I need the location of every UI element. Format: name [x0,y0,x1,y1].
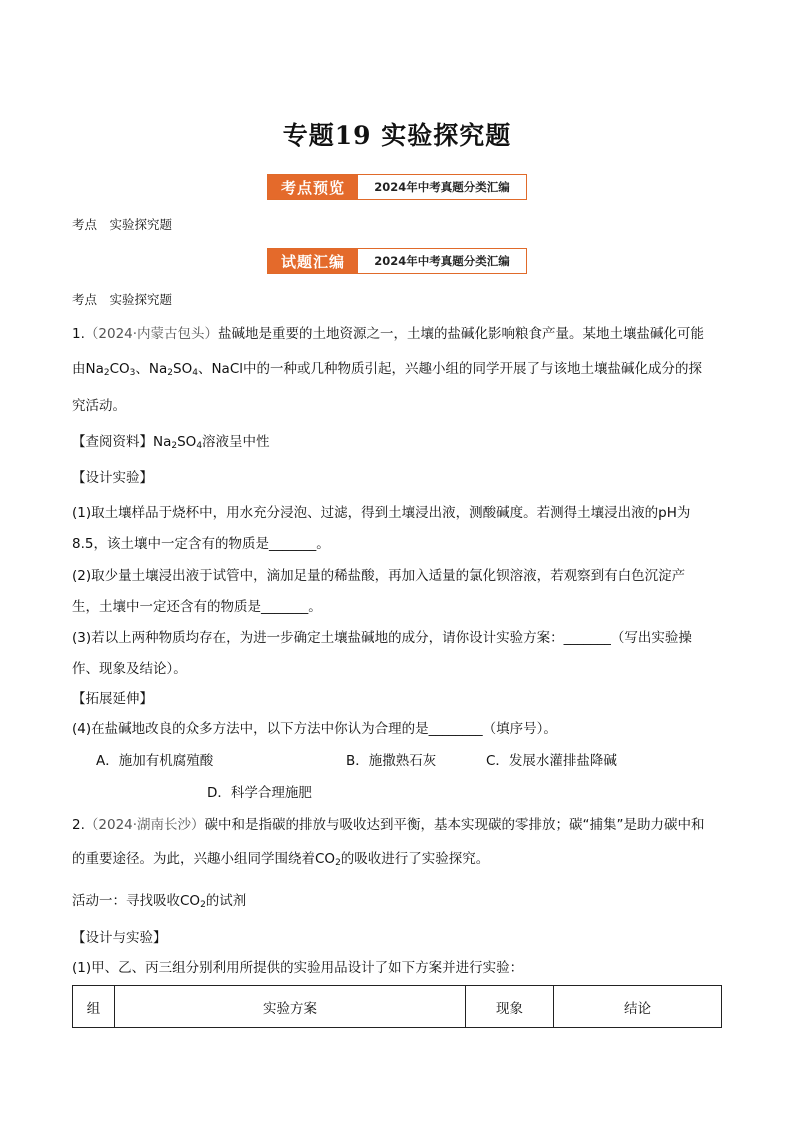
formula-na2so4-info: $Na_2SO_4$ [153,434,203,451]
q1-text-1: 盐碱地是重要的土地资源之一，土壤的盐碱化影响粮食产量。某地土壤盐碱化可能 [218,326,705,342]
formula-nacl: NaCl [211,361,244,377]
preview-banner-tag: 考点预览 [268,175,358,199]
q1-option-c: C．发展水灌排盐降碱 [486,753,617,769]
section-heading-compilation: 考点 实验探究题 [72,292,173,307]
q2-text-1: 碳中和是指碳的排放与吸收达到平衡，基本实现碳的零排放；碳“捕集”是助力碳中和 [204,817,705,833]
preview-banner-subtitle: 2024年中考真题分类汇编 [374,180,510,194]
q2-number: 2. [72,817,85,833]
formula-co2-activity: $CO_2$ [180,893,206,910]
q1-part2-line2: 生，土壤中一定还含有的物质是_______。 [72,599,322,615]
q1-part3-line1: (3)若以上两种物质均存在，为进一步确定土壤盐碱地的成分，请你设计实验方案：_______（写出实验操 [72,630,692,646]
compilation-banner-tag: 试题汇编 [268,249,358,273]
q1-part1-line1: (1)取土壤样品于烧杯中，用水充分浸泡、过滤，得到土壤浸出液，测酸碱度。若测得土壤浸出液的pH为 [72,505,691,521]
q1-info-tail: 溶液呈中性 [202,434,270,450]
formula-co2: $CO_2$ [315,851,341,868]
q1-text-2-pre: 由 [72,361,86,377]
q1-part3-line2: 作、现象及结论）。 [72,661,187,677]
formula-na2so4: $Na_2SO_4$ [148,361,198,378]
q2-source: （2024·湖南长沙） [84,817,205,833]
q1-info-head: 【查阅资料】 [72,434,153,450]
q2-text-2-pre: 的重要途径。为此，兴趣小组同学围绕着 [72,851,315,867]
q2-part1: (1)甲、乙、丙三组分别利用所提供的实验用品设计了如下方案并进行实验： [72,960,524,976]
table-header-phenomenon: 现象 [466,986,554,1028]
q1-line-2: 由$Na_2CO_3$、$Na_2SO_4$、NaCl中的一种或几种物质引起，兴趣小组的同学开展了与该地土壤盐碱化成分的探 [72,361,703,378]
q1-number: 1. [72,326,85,342]
q1-option-b: B．施撒熟石灰 [346,753,437,769]
experiment-plan-table [72,985,722,1028]
q1-design-heading: 【设计实验】 [72,470,153,486]
q2-line-2 [72,849,489,873]
formula-na2co3: $Na_2CO_3$ [85,361,136,378]
q1-part2-line1: (2)取少量土壤浸出液于试管中，滴加足量的稀盐酸，再加入适量的氯化钡溶液，若观察到有白色沉淀产 [72,568,686,584]
table-header-group: 组 [73,986,115,1028]
table-header-row [73,986,722,1028]
q1-option-a: A．施加有机腐殖酸 [96,753,214,769]
q1-info [72,432,270,456]
table-header-conclusion: 结论 [554,986,722,1028]
q1-text-2-post: 中的一种或几种物质引起，兴趣小组的同学开展了与该地土壤盐碱化成分的探 [243,361,703,377]
q1-line-1 [72,324,704,344]
q1-part1-line2: 8.5，该土壤中一定含有的物质是_______。 [72,536,330,552]
q1-source: （2024·内蒙古包头） [84,326,219,342]
q1-option-d: D．科学合理施肥 [207,785,312,801]
q2-line-1 [72,815,705,835]
q1-part4: (4)在盐碱地改良的众多方法中，以下方法中你认为合理的是________（填序号）。 [72,721,557,737]
q2-activity-one: 活动一：寻找吸收$CO_2$的试剂 [72,893,247,910]
q2-design-heading: 【设计与实验】 [72,930,167,946]
q1-line-3: 究活动。 [72,398,126,414]
section-heading-preview: 考点 实验探究题 [72,217,173,232]
table-header-plan: 实验方案 [115,986,466,1028]
compilation-banner-subtitle: 2024年中考真题分类汇编 [374,254,510,268]
compilation-banner [267,248,527,274]
q2-text-2-post: 的吸收进行了实验探究。 [340,851,490,867]
preview-banner [267,174,527,200]
document-title: 专题19 实验探究题 [282,121,512,150]
q1-expand-heading: 【拓展延伸】 [72,691,153,707]
